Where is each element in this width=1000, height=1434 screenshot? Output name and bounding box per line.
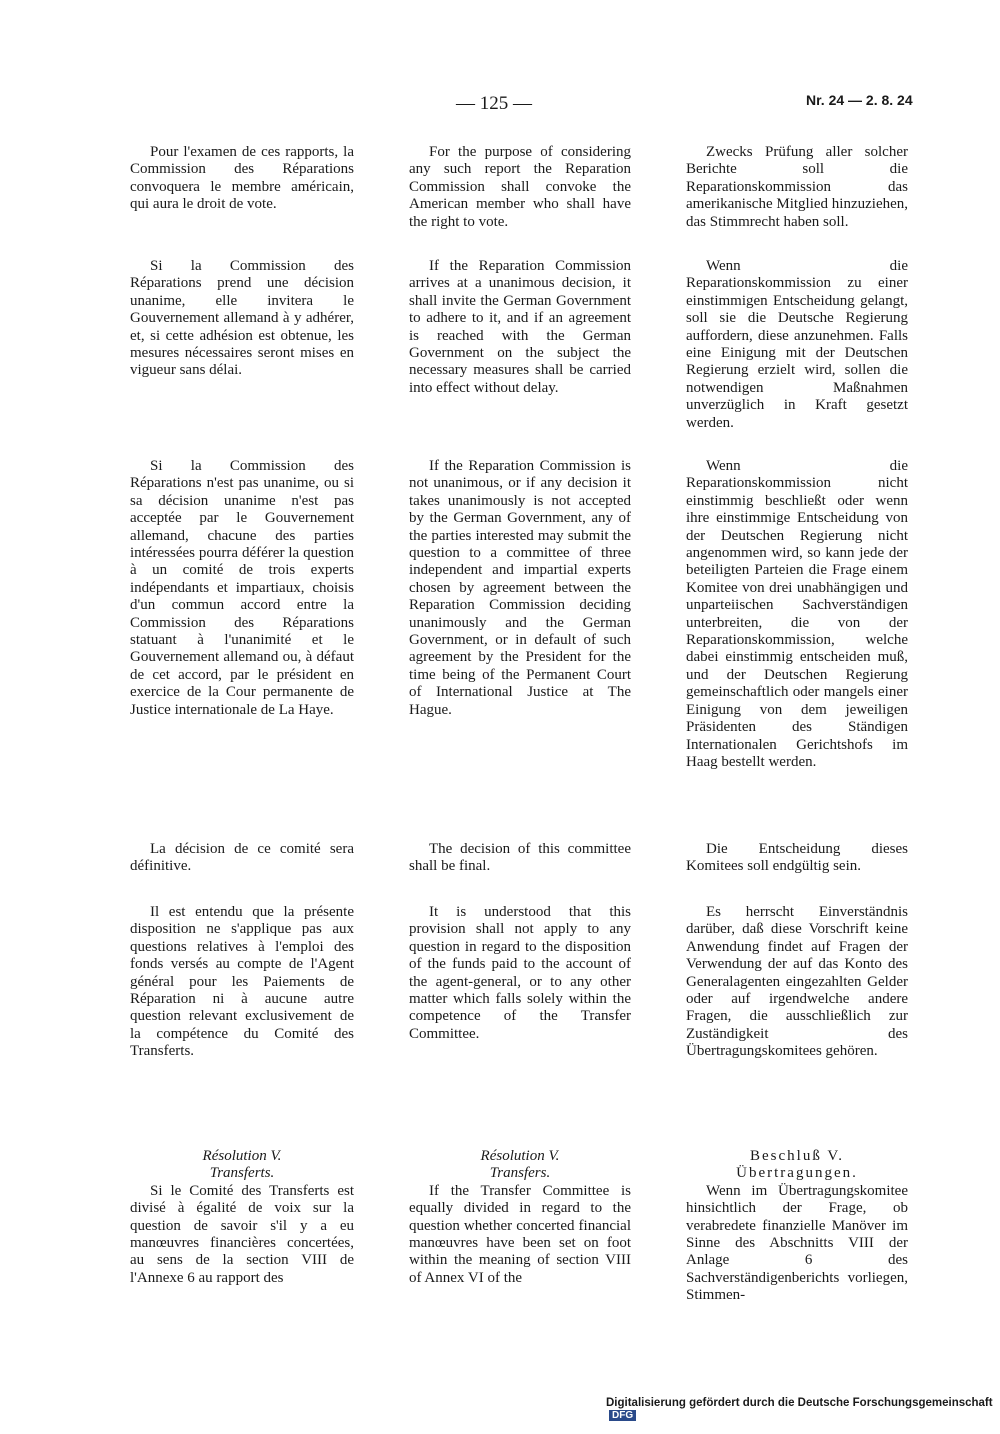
fr-paragraph-2: Si la Commission des Réparations prend une décision unanime, elle invitera le Gouvernement allemand à y adhérer, et, si cette adhésion est obtenue, les mesures nécessaires seront mises en vigueur sans délai.	[130, 258, 354, 379]
fr-paragraph-6: Si le Comité des Transferts est divisé à égalité de voix sur la question de savoir s'il y a eu manœuvres financières concertées, au sens de la section VIII de l'Annexe 6 au rapport des	[130, 1182, 354, 1286]
de-paragraph-3: Wenn die Reparationskommission nicht einstimmig beschließt oder wenn ihre einstimmige Entscheidung von der Deutschen Regierung nicht angenommen wird, so kann jede der beteiligten Parteien die Frage einem Komitee von drei unabhängigen und unparteiischen Sachverständigen unterbreiten, die von der Reparationskommission, welche dabei einstimmig entscheiden muß, und der Deutschen Regierung gemeinschaftlich oder mangels einer Einigung von dem jeweiligen Präsidenten des Ständigen Internationalen Gerichtshofs im Haag bestellt werden.	[686, 458, 908, 770]
issue-reference: Nr. 24 — 2. 8. 24	[806, 92, 913, 108]
page-number: — 125 —	[456, 93, 532, 114]
de-paragraph-5: Es herrscht Einverständnis darüber, daß diese Vorschrift keine Anwendung findet auf Fragen der Verwendung der auf das Konto des Generalagenten eingezahlten Gelder oder auf irgendwelche andere Fragen, die ausschließlich zur Zuständigkeit des Übertragungskomitees gehören.	[686, 904, 908, 1060]
fr-paragraph-1: Pour l'examen de ces rapports, la Commission des Réparations convoquera le membre américain, qui aura le droit de vote.	[130, 144, 354, 213]
de-paragraph-6: Wenn im Übertragungskomitee hinsichtlich der Frage, ob verabredete finanzielle Manöver im Sinne des Abschnitts VIII der Anlage 6 des Sachverständigenberichts vorliegen, Stimmen-	[686, 1182, 908, 1304]
en-paragraph-5: It is understood that this provision shall not apply to any question in regard to the disposition of the funds paid to the account of the agent-general, or to any other matter which falls solely within the competence of the Transfer Committee.	[409, 904, 631, 1042]
en-resolution-subtitle: Transfers.	[489, 1165, 551, 1182]
fr-paragraph-5: Il est entendu que la présente disposition ne s'applique pas aux questions relatives à l'emploi des fonds versés au compte de l'Agent général pour les Paiements de Réparation ni à aucune autre question relevant exclusivement de la compétence du Comité des Transferts.	[130, 904, 354, 1060]
en-paragraph-3: If the Reparation Commission is not unanimous, or if any decision it takes unanimously is not accepted by the German Government, any of the parties interested may submit the question to a committee of three independent and impartial experts chosen by agreement between the Reparation Commission deciding unanimously and the German Government, or in default of such agreement by the President for the time being of the Permanent Court of International Justice at The Hague.	[409, 458, 631, 718]
de-resolution	[686, 1148, 908, 1305]
de-paragraph-4: Die Entscheidung dieses Komitees soll endgültig sein.	[686, 841, 908, 875]
digitization-credit	[606, 1397, 1000, 1421]
credit-text: Digitalisierung gefördert durch die Deutsche Forschungsgemeinschaft	[606, 1397, 993, 1409]
fr-paragraph-4: La décision de ce comité sera définitive.	[130, 841, 354, 875]
en-paragraph-4: The decision of this committee shall be final.	[409, 841, 631, 875]
dfg-logo: DFG	[609, 1410, 636, 1421]
fr-resolution-title: Résolution V.	[202, 1148, 282, 1164]
fr-resolution	[130, 1148, 354, 1287]
fr-paragraph-3: Si la Commission des Réparations n'est pas unanime, ou si sa décision unanime n'est pas acceptée par le Gouvernement allemand, chacune des parties intéressées pourra déférer la question à un comité de trois experts indépendants et impartiaux, choisis d'un commun accord entre la Commission des Réparations statuant à l'unanimité et le Gouvernement allemand ou, à défaut de cet accord, par le président en exercice de la Cour permanente de Justice internationale de La Haye.	[130, 458, 354, 718]
de-paragraph-1: Zwecks Prüfung aller solcher Berichte soll die Reparationskommission das amerikanische Mitglied hinzuziehen, das Stimmrecht haben soll.	[686, 144, 909, 230]
de-resolution-subtitle: Übertragungen.	[736, 1165, 858, 1182]
en-resolution	[409, 1148, 631, 1287]
en-paragraph-1: For the purpose of considering any such report the Reparation Commission shall convoke the American member who shall have the right to vote.	[409, 144, 631, 230]
en-paragraph-2: If the Reparation Commission arrives at a unanimous decision, it shall invite the German Government to adhere to it, and if an agreement is reached with the German Government on the subject the necessary measures shall be carried into effect without delay.	[409, 258, 631, 396]
en-paragraph-6: If the Transfer Committee is equally divided in regard to the question whether concerted financial manœuvres have been set on foot within the meaning of section VIII of Annex VI of the	[409, 1182, 631, 1286]
de-paragraph-2: Wenn die Reparationskommission zu einer einstimmigen Entscheidung gelangt, soll sie die Deutsche Regierung auffordern, diese anzunehmen. Falls eine Einigung mit der Deutschen Regierung erzielt wird, sollen die notwendigen Maßnahmen unverzüglich in Kraft gesetzt werden.	[686, 258, 908, 431]
en-resolution-title: Résolution V.	[480, 1148, 560, 1164]
de-resolution-title: Beschluß V.	[750, 1148, 844, 1164]
fr-resolution-subtitle: Transferts.	[209, 1165, 275, 1182]
